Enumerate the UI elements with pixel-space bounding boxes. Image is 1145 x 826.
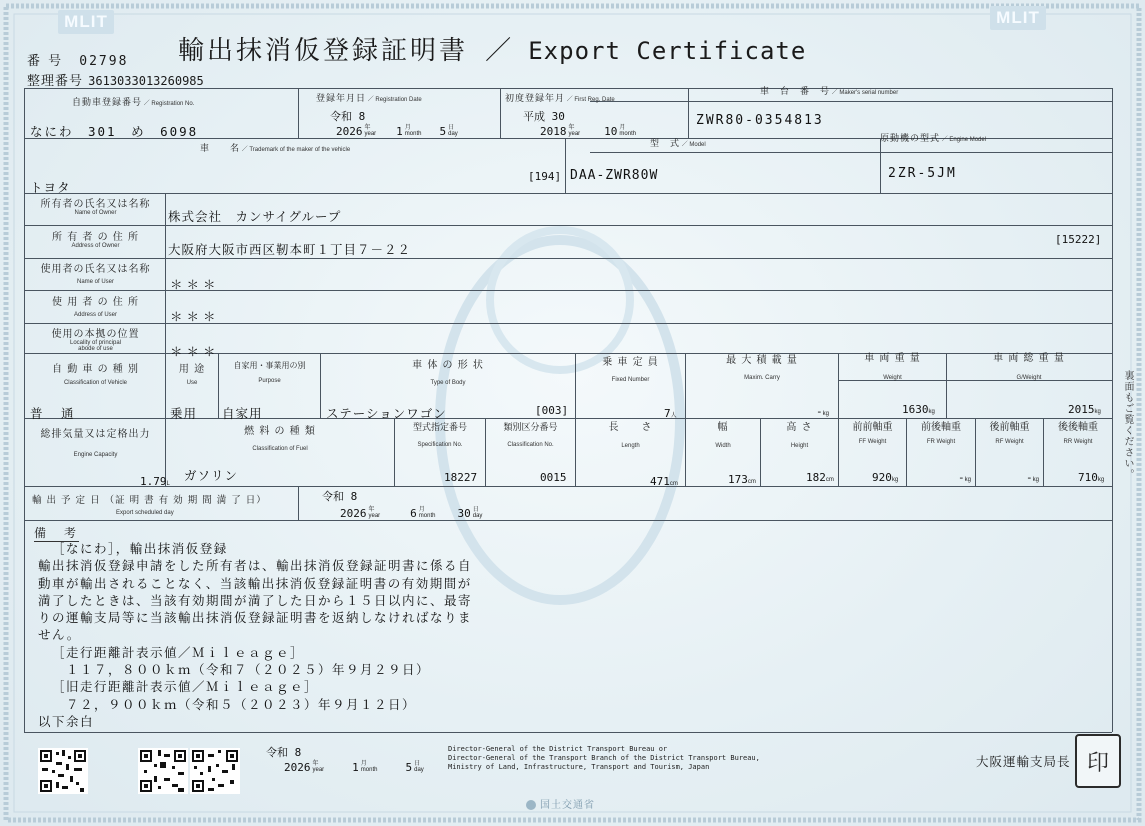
- len-value: 471cm: [650, 475, 678, 488]
- cap-value: 1.79L: [140, 475, 170, 488]
- footer-year: 2026: [284, 761, 311, 774]
- gweight-label-cell: 車 両 総 重 量 G/Weight: [993, 353, 1065, 381]
- use-value: 乗用: [170, 406, 198, 421]
- director-title-ja: 大阪運輸支局長: [976, 754, 1071, 769]
- spec-value: 18227: [444, 471, 478, 484]
- first-month: 10: [604, 125, 618, 138]
- user-loc-value: ＊＊＊: [170, 344, 220, 359]
- carry-value: -kg: [816, 405, 829, 418]
- ref-value: 3613033013260985: [88, 74, 204, 88]
- cls-value: 0015: [540, 471, 567, 484]
- reg-no-value: なにわ 301 め 6098: [30, 124, 199, 139]
- rr-value: 710kg: [1078, 471, 1105, 484]
- reg-date-header: 登録年月日 ／ Registration Date: [316, 93, 422, 103]
- serial-value: ZWR80-0354813: [696, 113, 824, 128]
- remark-line: りの運輸支局等に当該輸出抹消仮登録証明書を返納しなければなりま: [38, 610, 473, 626]
- class-value: 普 通: [30, 406, 77, 421]
- owner-addr-value: 大阪府大阪市西区靭本町１丁目７－２２: [168, 242, 412, 257]
- title-en: Export Certificate: [528, 37, 807, 65]
- reg-no-header: 自動車登録番号 ／ Registration No.: [72, 97, 195, 107]
- hgt-value: 182cm: [806, 471, 834, 484]
- first-reg-header: 初度登録年月 ／ First Reg. Date: [505, 93, 615, 103]
- number-label: 番 号: [27, 54, 64, 69]
- purpose-label-cell: 自家用・事業用の別 Purpose: [233, 361, 306, 384]
- class-label-cell: 自 動 車 の 種 別 Classification of Vehicle: [52, 364, 139, 386]
- remarks-label: 備 考: [34, 526, 80, 540]
- remark-line: ［走行距離計表示値／Ｍｉｌｅａｇｅ］: [52, 644, 305, 660]
- owner-name-label-cell: 所有者の氏名又は名称 Name of Owner: [40, 199, 151, 216]
- rr-label-cell: 後後軸重 RR Weight: [1058, 422, 1098, 445]
- serial-header: 車 台 番 号 ／ Maker's serial number: [760, 86, 899, 96]
- footer-era: 令和 8: [266, 746, 302, 759]
- body-label-cell: 車 体 の 形 状 Type of Body: [412, 360, 484, 386]
- mlit-logo-left: MLIT: [58, 10, 114, 34]
- qr-code-icon: [190, 748, 240, 794]
- gweight-value: 2015kg: [1068, 403, 1101, 416]
- remark-line: １１７，８００ｋｍ（令和７（２０２５）年９月２９日）: [52, 662, 431, 678]
- fixed-label-cell: 乗 車 定 員 Fixed Number: [602, 357, 659, 383]
- spec-label-cell: 型式指定番号 Specification No.: [412, 423, 467, 448]
- mlit-bottom-logo: 国土交通省: [526, 796, 595, 811]
- carry-label-cell: 最 大 積 載 量 Maxim. Carry: [726, 355, 798, 381]
- model-header: 型 式 ／ Model: [650, 138, 706, 148]
- maker-header: 車 名 ／ Trademark of the maker of the vehicle: [200, 143, 351, 153]
- len-label-cell: 長 さ Length: [608, 422, 653, 449]
- owner-name-value: 株式会社 カンサイグループ: [168, 209, 342, 224]
- export-month: 6: [410, 507, 417, 520]
- model-code: [194]: [528, 170, 562, 183]
- official-seal-stamp: 印: [1075, 734, 1121, 788]
- remark-line: ［なにわ］，輸出抹消仮登録: [52, 541, 228, 556]
- user-name-value: ＊＊＊: [170, 277, 220, 292]
- rf-label-cell: 後前軸重 RF Weight: [989, 422, 1030, 445]
- export-date-value: 2026 年 year 6 月 month 30 日 day: [340, 507, 483, 520]
- fixed-value: 7人: [664, 407, 677, 420]
- number-field: [27, 50, 128, 69]
- maker-value: トヨタ: [30, 180, 71, 195]
- remark-line: 満了したときは、当該有効期間が満了した日から１５日以内に、最寄: [38, 592, 473, 608]
- remark-line: 以下余白: [38, 713, 95, 729]
- ff-label-cell: 前前軸重 FF Weight: [852, 422, 893, 445]
- ref-label: 整理番号: [27, 74, 84, 89]
- remark-line: 動車が輸出されることなく、当該輸出抹消仮登録証明書の有効期間が: [38, 575, 472, 591]
- qr-code-icon: [38, 748, 88, 794]
- export-label: 輸 出 予 定 日 （証 明 書 有 効 期 間 満 了 日）: [32, 495, 267, 506]
- remarks-body: [38, 540, 472, 730]
- director-title-en: Director-General of the District Transport Bureau or Director-General of the Transport Branch of the District Transport Bureau, Ministry of Land, Infrastructure, Transport and Tourism, Japan: [448, 745, 760, 771]
- export-label-en: Export scheduled day: [116, 510, 174, 516]
- footer-date-value: 2026 年 year 1 月 month 5 日 day: [284, 761, 424, 774]
- fuel-value: ガソリン: [184, 468, 239, 483]
- reg-day: 5: [439, 125, 447, 138]
- first-year: 2018: [540, 125, 567, 138]
- use-label-cell: 用 途 Use: [178, 364, 206, 386]
- qr-code-icon: [138, 748, 188, 794]
- reg-year: 2026: [336, 125, 363, 138]
- remark-line: ［旧走行距離計表示値／Ｍｉｌｅａｇｅ］: [52, 679, 319, 695]
- wid-value: 173cm: [728, 473, 756, 486]
- number-value: 02798: [79, 54, 129, 69]
- mlit-emblem-icon: [526, 800, 536, 810]
- engine-value: 2ZR-5JM: [888, 166, 957, 181]
- fr-value: -kg: [958, 471, 971, 484]
- first-reg-era: 平成 30: [523, 110, 565, 123]
- export-year: 2026: [340, 507, 367, 520]
- rf-value: -kg: [1026, 471, 1039, 484]
- footer-day: 5: [405, 761, 413, 774]
- fr-label-cell: 前後軸重 FR Weight: [921, 422, 961, 445]
- export-day: 30: [457, 507, 471, 520]
- cap-label-cell: 総排気量又は定格出力 Engine Capacity: [40, 429, 151, 458]
- user-loc-label-cell: 使用の本拠の位置 Locality of principal abode of use: [51, 329, 140, 352]
- user-name-label-cell: 使用者の氏名又は名称 Name of User: [40, 264, 151, 285]
- title-separator: ／: [485, 36, 512, 66]
- model-value: DAA-ZWR80W: [570, 168, 659, 183]
- user-addr-value: ＊＊＊: [170, 309, 220, 324]
- footer-month: 1: [352, 761, 359, 774]
- body-code: [003]: [535, 404, 569, 417]
- owner-addr-label-cell: 所 有 者 の 住 所 Address of Owner: [52, 232, 139, 249]
- hgt-label-cell: 高 さ Height: [786, 422, 813, 449]
- remark-line: 輸出抹消仮登録申請をした所有者は、輸出抹消仮登録証明書に係る自: [38, 558, 473, 574]
- first-reg-value: 2018 年 year 10 月 month: [540, 125, 637, 138]
- weight-value: 1630kg: [902, 403, 935, 416]
- weight-label-cell: 車 両 重 量 Weight: [864, 353, 921, 381]
- purpose-value: 自家用: [222, 406, 263, 421]
- reg-month: 1: [396, 125, 403, 138]
- owner-addr-code: [15222]: [1055, 233, 1102, 246]
- user-addr-label-cell: 使 用 者 の 住 所 Address of User: [52, 297, 139, 318]
- reg-date-value: 2026 年 year 1 月 month 5 日 day: [336, 125, 458, 138]
- side-note: 裏面もご覧ください。: [1122, 370, 1133, 480]
- remark-line: ７２，９００ｋｍ（令和５（２０２３）年９月１２日）: [52, 696, 417, 712]
- ff-value: 920kg: [872, 471, 899, 484]
- engine-header: 原動機の型式 ／ Engine Model: [880, 133, 987, 143]
- remark-line: せん。: [38, 627, 81, 643]
- ref-field: [27, 70, 204, 89]
- reg-date-era: 令和 8: [330, 110, 366, 123]
- page-title: [178, 30, 806, 67]
- mlit-logo-right: MLIT: [990, 6, 1046, 30]
- cls-label-cell: 類別区分番号 Classification No.: [503, 423, 558, 448]
- export-era: 令和 8: [322, 490, 358, 503]
- title-ja: 輸出抹消仮登録証明書: [178, 36, 469, 66]
- wid-label-cell: 幅 Width: [715, 422, 731, 449]
- body-value: ステーションワゴン: [326, 406, 447, 421]
- fuel-label-cell: 燃 料 の 種 類 Classification of Fuel: [244, 426, 316, 452]
